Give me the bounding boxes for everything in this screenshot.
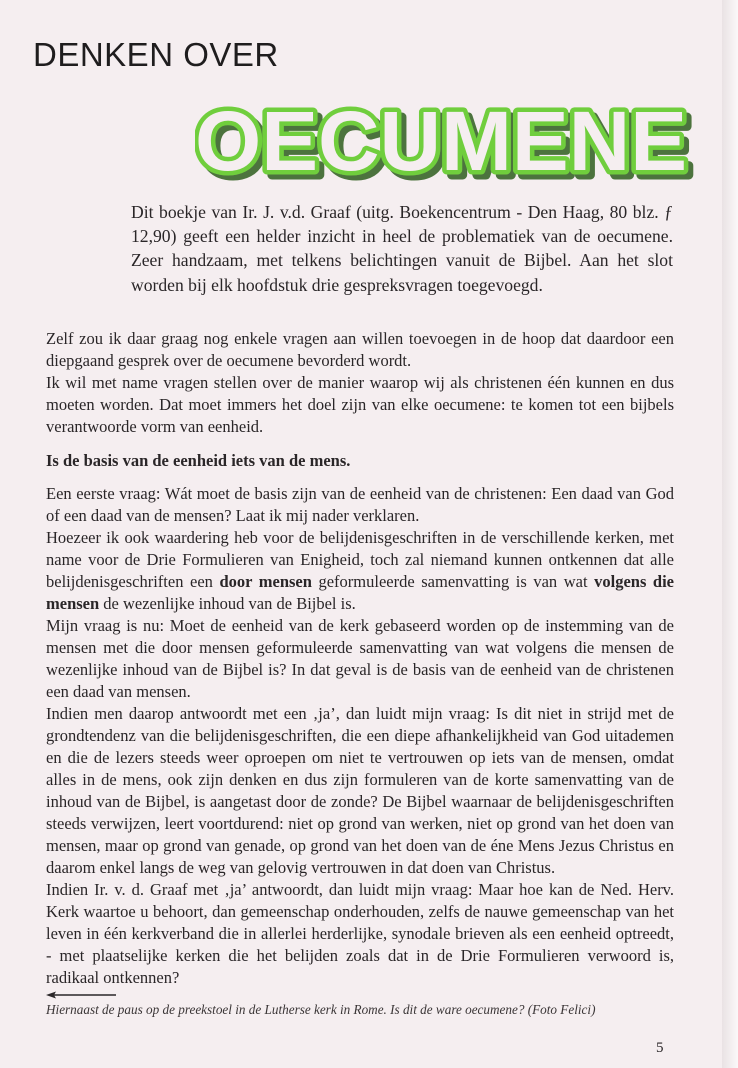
paragraph: Ik wil met name vragen stellen over de manier waarop wij als christenen één kunnen en dus moeten worden. Dat moet immers het doel zijn van elke oecumene: te komen tot een bijbels verantwoorde vorm van eenheid. xyxy=(46,373,674,436)
paragraph: Zelf zou ik daar graag nog enkele vragen aan willen toevoegen in de hoop dat daardoor een diepgaand gesprek over de oecumene bevorderd wordt. xyxy=(46,329,674,370)
page-number: 5 xyxy=(656,1040,664,1056)
emphasis: volgens die mensen xyxy=(46,572,675,613)
text-run: Hoezeer ik ook waardering heb voor de belijdenisgeschriften in de verschillende kerken, met name voor de Drie Formulieren van Enigheid, toch zal niemand kunnen ontkennen dat alle belijdenisgeschriften een xyxy=(46,528,674,591)
kicker-title: DENKEN OVER xyxy=(33,36,279,73)
section-subheading: Is de basis van de eenheid iets van de mens. xyxy=(46,451,351,470)
paragraph: Mijn vraag is nu: Moet de eenheid van de kerk gebaseerd worden op de instemming van de mensen met die door mensen geformuleerde samenvatting van wat volgens die mensen de wezenlijke inhoud van de Bijbel is? In dat geval is de basis van de eenheid van de christenen een daad van mensen. xyxy=(46,616,674,701)
paragraph: Indien Ir. v. d. Graaf met ‚ja’ antwoordt, dan luidt mijn vraag: Maar hoe kan de Ned. Herv. Kerk waartoe u behoort, dan gemeenschap onderhouden, zelfs de nauwe gemeenschap van het leven in één kerkverband die in allerlei herderlijke, synodale brieven als een eenheid optreedt, - met plaatselijke kerken die het belijden zoals dat in de Drie Formulieren verwoord is, radikaal ontkennen? xyxy=(46,880,674,987)
paragraph: Een eerste vraag: Wát moet de basis zijn van de eenheid van de christenen: Een daad van God of een daad van de mensen? Laat ik mij nader verklaren. xyxy=(46,484,674,525)
page-edge xyxy=(722,0,738,1068)
headline-title xyxy=(195,92,695,188)
paragraph: Indien men daarop antwoordt met een ‚ja’, dan luidt mijn vraag: Is dit niet in strijd met de grondtendenz van die belijdenisgeschriften, die een diepe afhankelijkheid van God uitademen en die de lezers steeds weer oproepen om niet te vertrouwen op iets van de mensen, omdat alles in de mens, ook zijn denken en dus zijn formuleren van de korte samenvatting van de inhoud van de Bijbel, is aangetast door de zonde? De Bijbel waarnaar de belijdenisgeschriften steeds verwijzen, leert voortdurend: niet op grond van werken, niet op grond van het doen van mensen, maar op grond van genade, op grond van het doen van de éne Mens Jezus Christus en daarom enkel langs de weg van gelovig vertrouwen in dat doen van Christus. xyxy=(46,704,674,877)
article-body xyxy=(46,328,674,989)
spacer xyxy=(46,438,674,450)
headline-text: OECUMENE xyxy=(195,94,687,188)
left-arrow-icon xyxy=(46,991,118,999)
photo-caption: Hiernaast de paus op de preekstoel in de Lutherse kerk in Rome. Is dit de ware oecumene? (Foto Felici) xyxy=(46,1002,596,1017)
emphasis: door mensen xyxy=(219,572,312,591)
paragraph xyxy=(46,527,674,615)
text-run: de wezenlijke inhoud van de Bijbel is. xyxy=(99,594,356,613)
text-run: geformuleerde samenvatting is van wat xyxy=(311,572,595,591)
intro-paragraph: Dit boekje van Ir. J. v.d. Graaf (uitg. Boekencentrum - Den Haag, 80 blz. ƒ 12,90) geeft een helder inzicht in heel de problematiek van de oecumene. Zeer handzaam, met telkens belichtingen vanuit de Bijbel. Aan het slot worden bij elk hoofdstuk drie gespreksvragen toegevoegd. xyxy=(131,202,673,295)
